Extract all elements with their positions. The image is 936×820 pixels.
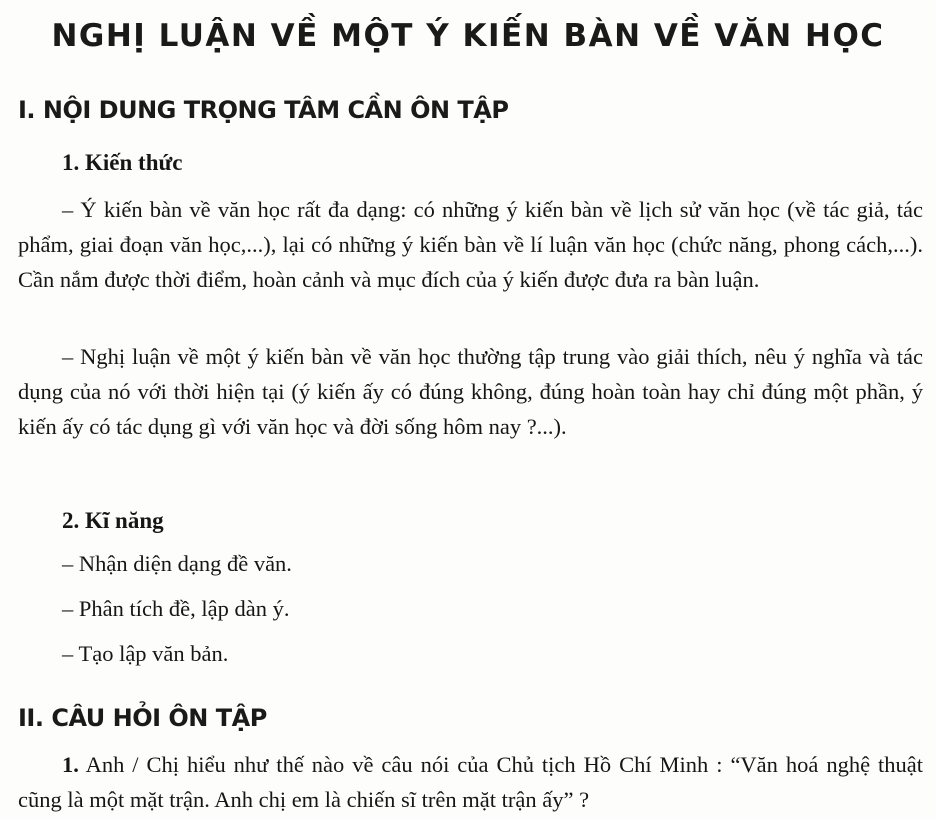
section-heading-2: II. CÂU HỎI ÔN TẬP — [18, 704, 267, 732]
knowledge-paragraph-1: – Ý kiến bàn về văn học rất đa dạng: có những ý kiến bàn về lịch sử văn học (về tác giả, tác phẩm, giai đoạn văn học,...), lại có những ý kiến bàn về lí luận văn học (chức năng, phong cách,...). Cần nắm được thời điểm, hoàn cảnh và mục đích của ý kiến được đưa ra bàn luận. — [18, 197, 923, 292]
skills-item-2: – Phân tích đề, lập dàn ý. — [62, 596, 290, 621]
question-1-text: Anh / Chị hiểu như thế nào về câu nói của Chủ tịch Hồ Chí Minh : “Văn hoá nghệ thuật cũng là một mặt trận. Anh chị em là chiến sĩ trên mặt trận ấy” ? — [18, 752, 923, 812]
question-1-number: 1. — [62, 752, 79, 777]
skills-item-1: – Nhận diện dạng đề văn. — [62, 551, 292, 576]
section-heading-1: I. NỘI DUNG TRỌNG TÂM CẦN ÔN TẬP — [18, 96, 509, 124]
knowledge-paragraph-2: – Nghị luận về một ý kiến bàn về văn học thường tập trung vào giải thích, nêu ý nghĩa và tác dụng của nó với thời hiện tại (ý kiến ấy có đúng không, đúng hoàn toàn hay chỉ đúng một phần, ý kiến ấy có tác dụng gì với văn học và đời sống hôm nay ?...). — [18, 344, 923, 439]
question-1 — [18, 747, 923, 817]
knowledge-heading: 1. Kiến thức — [62, 150, 183, 175]
skills-heading: 2. Kĩ năng — [62, 508, 164, 533]
skills-item-3: – Tạo lập văn bản. — [62, 641, 229, 666]
page-title: NGHỊ LUẬN VỀ MỘT Ý KIẾN BÀN VỀ VĂN HỌC — [51, 18, 885, 54]
